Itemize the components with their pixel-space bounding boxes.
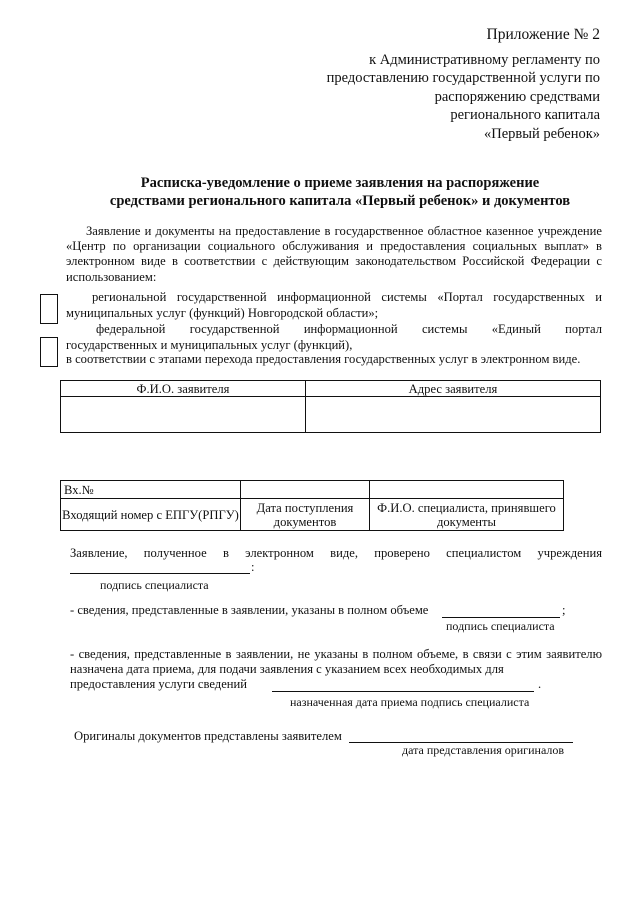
header-line: к Административному регламенту по <box>369 51 600 68</box>
full-info-signature-line[interactable] <box>442 602 560 618</box>
option-federal-line2: государственных и муниципальных услуг (функций), <box>66 338 353 352</box>
received-date-header: Дата поступления документов <box>241 499 370 531</box>
options-footer: в соответствии с этапами перехода предоставления государственных услуг в электронном виде. <box>66 352 581 366</box>
applicant-name-header: Ф.И.О. заявителя <box>61 381 306 397</box>
incomplete-info-line1: - сведения, представленные в заявлении, не указаны в полном объеме, в связи с этим заявителю <box>70 647 602 661</box>
option-checkbox-federal-portal[interactable] <box>40 337 58 367</box>
intro-paragraph: Заявление и документы на предоставление в государственное областное казенное учреждение «Центр по организации социального обслуживания и предоставления социальных выплат» в электронном виде в соответствии с действующим законодательством Российской Федерации с использованием: <box>66 224 602 284</box>
header-line: «Первый ребенок» <box>484 125 600 142</box>
checked-statement: Заявление, полученное в электронном виде, проверено специалистом учреждения <box>70 546 602 560</box>
incomplete-info-caption: назначенная дата приема подпись специалиста <box>290 695 530 709</box>
header-line: распоряжению средствами <box>434 88 600 105</box>
appendix-number: Приложение № 2 <box>486 26 600 43</box>
incomplete-info-line3: предоставления услуги сведений <box>70 677 248 691</box>
registration-table <box>60 480 564 531</box>
option-regional-line2: муниципальных услуг (функций) Новгородской области»; <box>66 306 379 320</box>
title-line: средствами регионального капитала «Первый ребенок» и документов <box>109 193 571 209</box>
title-line: Расписка-уведомление о приеме заявления на распоряжение <box>140 175 540 191</box>
originals-statement: Оригиналы документов представлены заявителем <box>74 729 342 743</box>
applicant-address-header: Адрес заявителя <box>306 381 601 397</box>
checked-colon: : <box>251 560 255 574</box>
specialist-name-header: Ф.И.О. специалиста, принявшего документы <box>370 499 564 531</box>
applicant-address-cell[interactable] <box>306 397 601 433</box>
specialist-blank[interactable] <box>370 481 564 499</box>
applicant-name-cell[interactable] <box>61 397 306 433</box>
checked-signature-line[interactable] <box>70 558 250 574</box>
option-regional-line1: региональной государственной информационной системы «Портал государственных и <box>92 290 602 304</box>
document-title <box>60 174 620 210</box>
incoming-number-label: Вх.№ <box>61 481 241 499</box>
full-info-statement: - сведения, представленные в заявлении, указаны в полном объеме <box>70 603 429 617</box>
originals-caption: дата представления оригиналов <box>402 743 565 757</box>
incoming-number-header: Входящий номер с ЕПГУ(РПГУ) <box>61 499 241 531</box>
option-checkbox-regional-portal[interactable] <box>40 294 58 324</box>
originals-date-line[interactable] <box>349 727 573 743</box>
incomplete-info-line2: назначена дата приема, для подачи заявления с указанием всех необходимых для <box>70 662 504 676</box>
full-info-semicolon: ; <box>562 603 566 617</box>
applicant-table <box>60 380 601 433</box>
document-header <box>327 26 600 144</box>
received-date-blank[interactable] <box>241 481 370 499</box>
header-line: предоставлению государственной услуги по <box>326 70 600 87</box>
option-federal-line1: федеральной государственной информационной системы «Единый портал <box>96 322 602 336</box>
checked-signature-caption: подпись специалиста <box>100 578 209 592</box>
incomplete-info-period: . <box>538 677 542 691</box>
header-line: регионального капитала <box>450 107 600 124</box>
full-info-signature-caption: подпись специалиста <box>446 619 555 633</box>
incomplete-info-line[interactable] <box>272 677 534 692</box>
